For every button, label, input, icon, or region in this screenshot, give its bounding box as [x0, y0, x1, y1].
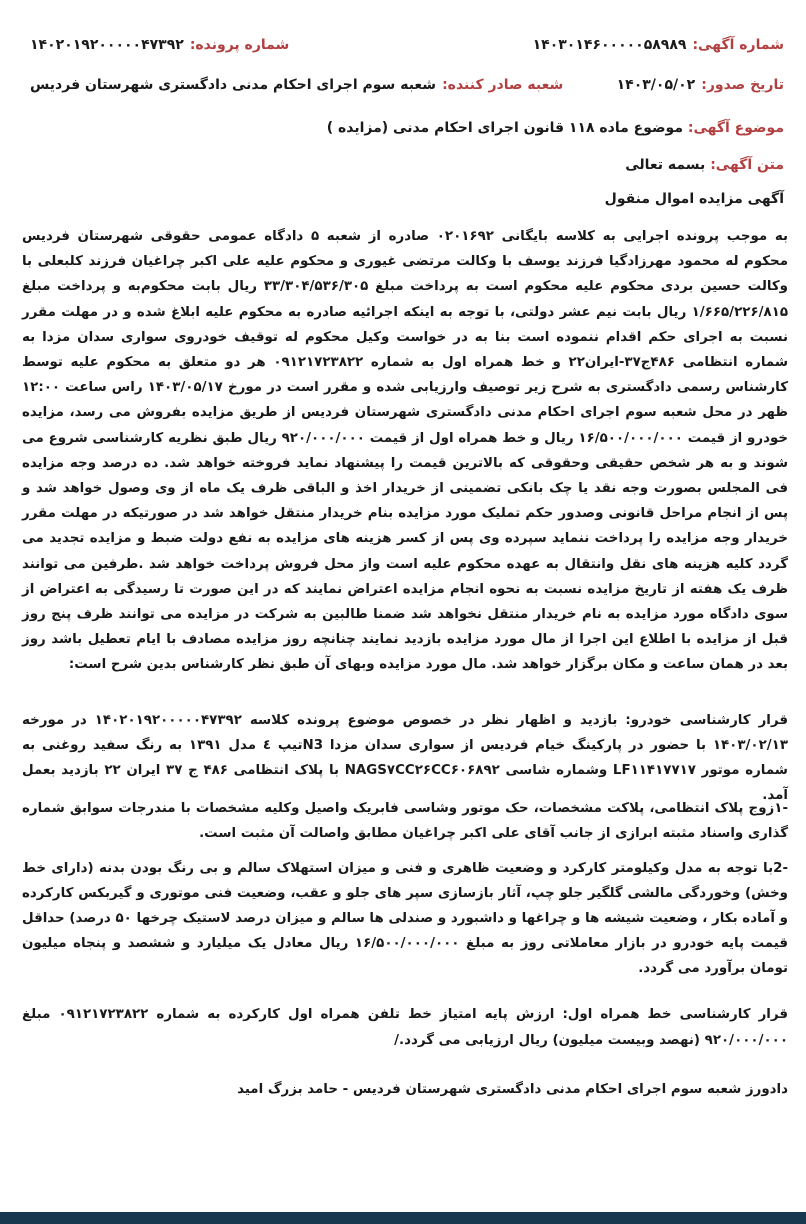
body-paragraph-item-1: -۱زوج پلاک انتظامی، پلاکت مشخصات، حک موتور وشاسی فابریک واصیل وکلیه مشخصات با مندرجات سوابق شماره گذاری واسناد مثبته ابرازی از جانب آقای علی اکبر چراغیان مطابق واصالت آن مثبت است. — [22, 801, 788, 841]
file-number — [30, 37, 289, 53]
bottom-bar — [0, 1212, 806, 1224]
signature-line: دادورز شعبه سوم اجرای احکام مدنی دادگستری شهرستان فردیس - حامد بزرگ امید — [237, 1082, 788, 1097]
text-line — [30, 157, 784, 173]
file-number-label: شماره پرونده: — [189, 37, 290, 53]
header-row-numbers — [30, 32, 784, 58]
subject-label: موضوع آگهی: — [687, 120, 784, 136]
file-number-value: ۱۴۰۲۰۱۹۲۰۰۰۰۰۴۷۳۹۲ — [30, 37, 184, 53]
issue-date — [617, 77, 784, 93]
basmala: بسمه تعالی — [625, 157, 706, 173]
body-paragraph-phone-appraisal: قرار کارشناسی خط همراه اول: ارزش پایه امتیاز خط تلفن همراه اول کارکرده به شماره ۰۹۱۲۱۷۲۳۸۲۲ مبلغ ۹۲۰/۰۰۰/۰۰۰ (نهصد وبیست میلیون) ریال ارزیابی می گردد./ — [22, 1007, 788, 1048]
body-paragraph-car-appraisal: قرار کارشناسی خودرو: بازدید و اظهار نظر در خصوص موضوع پرونده کلاسه ۱۴۰۲۰۱۹۲۰۰۰۰۰۴۷۳۹۲ در مورخه ۱۴۰۳/۰۲/۱۳ با حضور در پارکینگ خیام فردیس از سواری سدان مزدا N3تیپ ٤ مدل ۱۳۹۱ به رنگ سفید روغنی به شماره موتور LF۱۱۴۱۷۷۱۷ وشماره شاسی NAGS۷CC۲۶CC۶۰۶۸۹۲ با پلاک انتظامی ۴۸۶ ج ۳۷ ایران ۲۲ بازدید بعمل آمد. — [22, 713, 788, 803]
text-label: متن آگهی: — [710, 157, 784, 173]
ad-number-label: شماره آگهی: — [692, 37, 784, 53]
issue-date-label: تاریخ صدور: — [701, 77, 784, 93]
issuer — [30, 77, 563, 93]
body-paragraph-main: به موجب پرونده اجرایی به کلاسه بایگانی ۰۲۰۱۶۹۲ صادره از شعبه ۵ دادگاه عمومی حقوقی شهرستان فردیس محکوم له محمود مهرزادگیا فرزند یوسف با وکالت مرتضی غیوری و محکوم علیه علی اکبر چراغیان فرزند کلبعلی با وکالت حسین بردی محکوم علیه محکوم است به پرداخت مبلغ ۳۳/۳۰۴/۵۳۶/۳۰۵ ریال بابت محکوم‌به و پرداخت مبلغ ۱/۶۶۵/۲۲۶/۸۱۵ ریال بابت نیم عشر دولتی، با توجه به اینکه اجرائیه صادره به محکوم علیه ابلاغ شده و در مهلت مقرر نسبت به اجرای حکم اقدام ننموده است بنا به در خواست وکیل محکوم له توقیف خودروی سواری سدان مزدا به شماره انتظامی ۴۸۶ج۳۷-ایران۲۲ و خط همراه اول به شماره ۰۹۱۲۱۷۲۳۸۲۲ هر دو متعلق به محکوم علیه توسط کارشناس رسمی دادگستری به شرح زیر توصیف وارزیابی شده و مقرر است در مورخ ۱۴۰۳/۰۵/۱۷ راس ساعت ۱۲:۰۰ ظهر در محل شعبه سوم اجرای احکام مدنی دادگستری شهرستان فردیس از طریق مزایده بفروش می رسد، مزایده خودرو از قیمت ۱۶/۵۰۰/۰۰۰/۰۰۰ ریال و خط همراه اول از قیمت ۹۲۰/۰۰۰/۰۰۰ ریال طبق نظریه کارشناسی شروع می شوند و به هر شخص حقیقی وحقوقی که بالاترین قیمت را پیشنهاد نماید فروخته خواهد شد. ده درصد وجه مزایده فی المجلس بصورت وجه نقد یا چک بانکی تضمینی از خریدار اخذ و الباقی ظرف یک ماه از وی وصول خواهد شد و پس از انجام مراحل قانونی وصدور حکم تملیک مورد مزایده بنام خریدار منتقل خواهد شد در صورتیکه در مهلت مقرر خریدار وجه مزایده را پرداخت ننماید سپرده وی پس از کسر هزینه های مزایده به نفع دولت ضبط و مزایده تجدید می گردد کلیه هزینه های نقل وانتقال به عهده محکوم علیه است واز محل فروش پرداخت خواهد شد .طرفین می توانند ظرف یک هفته از تاریخ مزایده نسبت به نحوه انجام مزایده اعتراض نمایند که در این صورت تا رسیدگی به اعتراض از سوی دادگاه مورد مزایده به نام خریدار منتقل نخواهد شد ضمنا طالبین به شرکت در مزایده می توانند ظرف پنج روز قبل از مزایده با اطلاع این اجرا از مال مورد مزایده بازدید نمایند چنانچه روز مزایده مصادف با ایام تعطیل باشد روز بعد در همان ساعت و مکان برگزار خواهد شد. مال مورد مزایده وبهای آن طبق نظر کارشناس بدین شرح است: — [22, 229, 789, 673]
announcement-title: آگهی مزایده اموال منقول — [604, 191, 784, 207]
header-row-issuer — [30, 72, 784, 98]
issue-date-value: ۱۴۰۳/۰۵/۰۲ — [616, 77, 696, 93]
ad-number — [533, 37, 784, 53]
body-paragraph-item-2: -2با توجه به مدل وکیلومتر کارکرد و وضعیت ظاهری و فنی و میزان استهلاک سالم و بی رنگ بودن بدنه (دارای خط وخش) وخوردگی مالشی گلگیر جلو چپ، آثار بازسازی سپر های جلو و عقب، وضعیت فنی موتوری و گیربکس کارکرده و آماده بکار ، وضعیت شیشه ها و چراغها و داشبورد و صندلی ها سالم و میزان درصد لاستیک چرخها ۵۰ درصد) حداقل قیمت پایه خودرو در بازار معاملاتی روز به مبلغ ۱۶/۵۰۰/۰۰۰/۰۰۰ ریال معادل یک میلیارد و ششصد و پنجاه میلیون تومان برآورد می گردد. — [22, 861, 788, 976]
issuer-label: شعبه صادر کننده: — [442, 77, 564, 93]
ad-number-value: ۱۴۰۳۰۱۴۶۰۰۰۰۰۵۸۹۸۹ — [532, 37, 687, 53]
subject-value: موضوع ماده ۱۱۸ قانون اجرای احکام مدنی (مزایده ) — [326, 120, 683, 136]
subject-line — [30, 120, 784, 136]
issuer-value: شعبه سوم اجرای احکام مدنی دادگستری شهرستان فردیس — [30, 77, 437, 93]
